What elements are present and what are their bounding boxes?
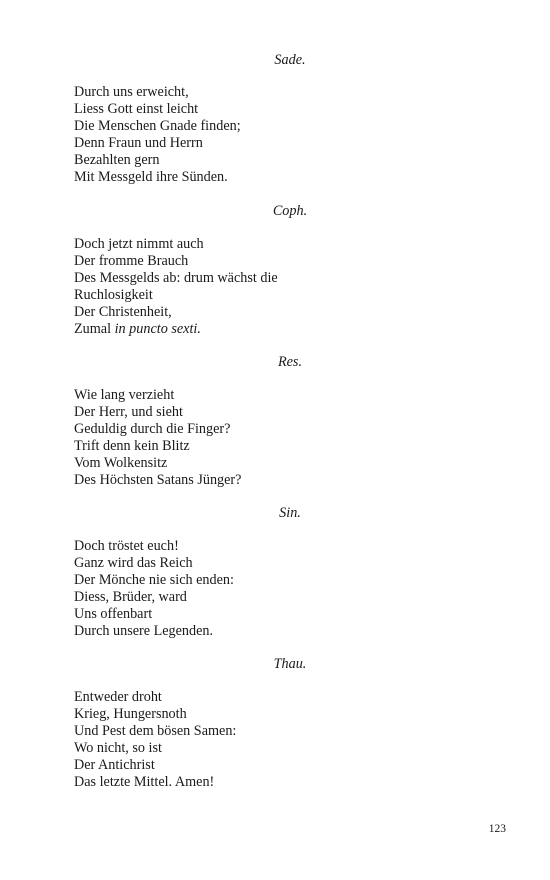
verse-line: Trift denn kein Blitz [74, 437, 190, 454]
verse-line: Vom Wolkensitz [74, 454, 168, 471]
verse-line: Und Pest dem bösen Samen: [74, 722, 237, 739]
verse-line: Mit Messgeld ihre Sünden. [74, 168, 228, 185]
verse-line: Bezahlten gern [74, 151, 160, 168]
verse-line: Uns offenbart [74, 605, 153, 622]
speaker-heading: Sin. [279, 505, 301, 521]
verse-line: Wo nicht, so ist [74, 739, 162, 756]
verse-line: Wie lang verzieht [74, 387, 175, 403]
stanza [74, 538, 514, 639]
stanza [74, 387, 514, 488]
latin-phrase: in puncto sexti. [114, 320, 201, 337]
verse-line: Des Messgelds ab: drum wächst die [74, 269, 278, 286]
verse-line: Der Herr, und sieht [74, 403, 183, 420]
verse-line: Ruchlosigkeit [74, 286, 153, 303]
stanza [74, 236, 514, 337]
speaker-heading: Res. [277, 354, 303, 370]
verse-line: Ganz wird das Reich [74, 554, 193, 571]
verse-line: Durch unsere Legenden. [74, 622, 214, 639]
verse-line: Diess, Brüder, ward [74, 588, 187, 605]
verse-line: Doch tröstet euch! [74, 538, 179, 554]
verse-line [74, 321, 514, 338]
verse-line: Denn Fraun und Herrn [74, 134, 203, 151]
page-number: 123 [488, 823, 506, 835]
verse-line: Der fromme Brauch [74, 252, 189, 269]
verse-line: Des Höchsten Satans Jünger? [74, 471, 242, 488]
verse-line: Geduldig durch die Finger? [74, 420, 231, 437]
verse-line: Krieg, Hungersnoth [74, 705, 187, 722]
speaker-heading: Sade. [274, 52, 306, 68]
verse-line: Die Menschen Gnade finden; [74, 117, 241, 134]
verse-line: Der Mönche nie sich enden: [74, 571, 234, 588]
verse-line: Liess Gott einst leicht [74, 100, 199, 117]
speaker-heading: Thau. [273, 656, 307, 672]
verse-line: Durch uns erweicht, [74, 84, 189, 100]
speaker-heading: Coph. [272, 203, 308, 219]
stanza [74, 84, 514, 185]
verse-line: Doch jetzt nimmt auch [74, 236, 204, 252]
verse-line: Entweder droht [74, 689, 162, 705]
stanza [74, 689, 514, 790]
verse-line: Das letzte Mittel. Amen! [74, 773, 215, 790]
verse-text: Zumal [74, 320, 115, 337]
verse-line: Der Christenheit, [74, 303, 172, 320]
verse-line: Der Antichrist [74, 756, 155, 773]
